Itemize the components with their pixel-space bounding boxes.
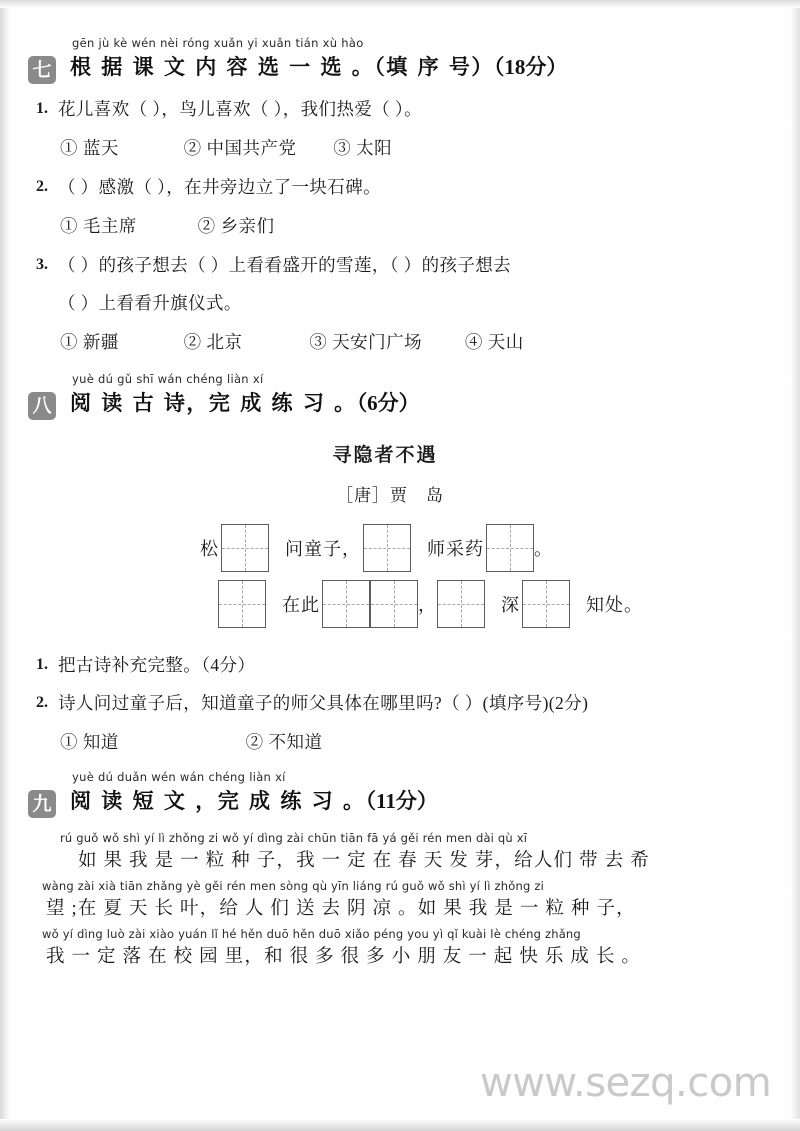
section-pinyin: yuè dú duǎn wén wán chéng liàn xí — [72, 770, 286, 784]
question-number: 3. — [36, 256, 48, 273]
question-item — [28, 246, 772, 284]
section-nine — [28, 766, 772, 968]
tian-box[interactable] — [322, 580, 370, 628]
section-title-text: 阅 读 短 文 ，完 成 练 习 。 — [70, 789, 366, 813]
worksheet-content — [28, 28, 772, 968]
option-list — [28, 322, 772, 362]
section-title-text: 根 据 课 文 内 容 选 一 选 。（填 序 号） — [70, 55, 494, 79]
question-item — [28, 684, 772, 722]
passage-pinyin: rú guǒ wǒ shì yí lì zhǒng zi wǒ yí dìng zài chūn tiān fā yá gěi rén men dài qù xī — [60, 831, 528, 845]
page-edge-top — [0, 0, 800, 8]
question-number: 1. — [36, 656, 48, 673]
option-item[interactable]: ② 北京 — [183, 332, 243, 352]
reading-passage — [28, 831, 772, 968]
passage-line — [42, 927, 772, 968]
page-edge-right — [790, 0, 800, 1131]
question-number: 2. — [36, 694, 48, 711]
tian-grid-group[interactable] — [221, 524, 269, 572]
section-score: （6分） — [356, 391, 420, 415]
question-text: 诗人问过童子后，知道童子的师父具体在哪里吗?（ ）(填序号)(2分) — [58, 693, 589, 713]
section-number-badge: 九 — [28, 790, 56, 818]
poem-line-one — [28, 524, 772, 572]
option-item[interactable]: ③ 太阳 — [333, 138, 393, 158]
passage-line — [42, 879, 772, 920]
question-number: 1. — [36, 100, 48, 117]
poem-char: 师采药 — [427, 539, 484, 559]
question-item — [28, 646, 772, 684]
section-seven-header — [28, 32, 772, 90]
section-seven — [28, 32, 772, 362]
section-title — [70, 785, 438, 815]
tian-grid-group[interactable] — [363, 524, 411, 572]
poem-punctuation: 。 — [534, 539, 553, 559]
option-list — [28, 128, 772, 168]
section-nine-header — [28, 766, 772, 824]
option-item[interactable]: ① 毛主席 — [60, 216, 137, 236]
poem-char: 松 — [200, 539, 219, 559]
poem-char: 深 — [501, 595, 520, 615]
option-item[interactable]: ② 不知道 — [245, 732, 323, 752]
site-watermark: www.sezq.com — [480, 1060, 772, 1106]
passage-pinyin: wǒ yí dìng luò zài xiào yuán lǐ hé hěn duō hěn duō xiǎo péng you yì qǐ kuài lè chéng zhǎng — [42, 927, 581, 941]
tian-box[interactable] — [522, 580, 570, 628]
question-text: 把古诗补充完整。（4分） — [58, 655, 256, 675]
poem-char: 在此 — [282, 595, 320, 615]
tian-box[interactable] — [363, 524, 411, 572]
passage-line — [42, 831, 772, 872]
tian-grid-group[interactable] — [322, 580, 418, 628]
poem-char: 知处。 — [586, 595, 643, 615]
tian-box[interactable] — [221, 524, 269, 572]
question-text: （ ）的孩子想去（ ）上看看盛开的雪莲，（ ）的孩子想去 — [58, 255, 512, 275]
section-score: （18分） — [493, 55, 568, 79]
section-eight — [28, 368, 772, 762]
tian-box[interactable] — [218, 580, 266, 628]
tian-box[interactable] — [370, 580, 418, 628]
option-item[interactable]: ① 蓝天 — [60, 138, 119, 158]
question-text: 花儿喜欢（ ），鸟儿喜欢（ ），我们热爱（ ）。 — [58, 99, 422, 119]
section-pinyin: yuè dú gǔ shī wán chéng liàn xí — [72, 372, 264, 386]
section-title — [70, 387, 420, 417]
option-list — [28, 206, 772, 246]
section-title — [70, 51, 567, 81]
tian-box[interactable] — [437, 580, 485, 628]
option-list — [28, 722, 772, 762]
passage-hanzi: 如 果 我 是 一 粒 种 子，我 一 定 在 春 天 发 芽，给人们 带 去 希 — [78, 851, 650, 871]
poem-title: 寻隐者不遇 — [332, 444, 438, 466]
question-text: （ ）感激（ ），在井旁边立了一块石碑。 — [58, 177, 381, 197]
section-pinyin: gēn jù kè wén nèi róng xuǎn yi xuǎn tián xù hào — [72, 36, 364, 50]
section-score: （11分） — [365, 789, 438, 813]
tian-grid-group[interactable] — [437, 580, 485, 628]
option-item[interactable]: ④ 天山 — [464, 332, 524, 352]
question-item — [28, 168, 772, 206]
option-item[interactable]: ③ 天安门广场 — [309, 332, 423, 352]
tian-grid-group[interactable] — [218, 580, 266, 628]
page-edge-bottom — [0, 1119, 800, 1131]
section-title-text: 阅 读 古 诗，完 成 练 习 。 — [70, 391, 357, 415]
tian-grid-group[interactable] — [486, 524, 534, 572]
option-item[interactable]: ① 知道 — [60, 732, 119, 752]
passage-hanzi: 我 一 定 落 在 校 园 里，和 很 多 很 多 小 朋 友 一 起 快 乐 成 长 。 — [46, 947, 642, 967]
poem-punctuation: ， — [418, 595, 437, 615]
section-number-badge: 七 — [28, 56, 56, 84]
tian-grid-group[interactable] — [522, 580, 570, 628]
option-item[interactable]: ② 中国共产党 — [183, 138, 297, 158]
page-edge-left — [0, 0, 10, 1131]
passage-pinyin: wàng zài xià tiān zhǎng yè gěi rén men sòng qù yīn liáng rú guǒ wǒ shì yí lì zhǒng zi — [42, 879, 544, 893]
section-eight-header — [28, 368, 772, 426]
poem-char: 问童子， — [285, 539, 361, 559]
question-number: 2. — [36, 178, 48, 195]
question-text-continued: （ ）上看看升旗仪式。 — [58, 293, 242, 313]
option-item[interactable]: ① 新疆 — [60, 332, 119, 352]
section-number-badge: 八 — [28, 392, 56, 420]
passage-hanzi: 望 ;在 夏 天 长 叶，给 人 们 送 去 阴 凉 。如 果 我 是 一 粒 种 子， — [46, 899, 636, 919]
option-item[interactable]: ② 乡亲们 — [197, 216, 275, 236]
poem-author: ［唐］贾 岛 — [336, 486, 444, 505]
question-item — [28, 90, 772, 128]
poem-line-two — [28, 580, 772, 628]
tian-box[interactable] — [486, 524, 534, 572]
